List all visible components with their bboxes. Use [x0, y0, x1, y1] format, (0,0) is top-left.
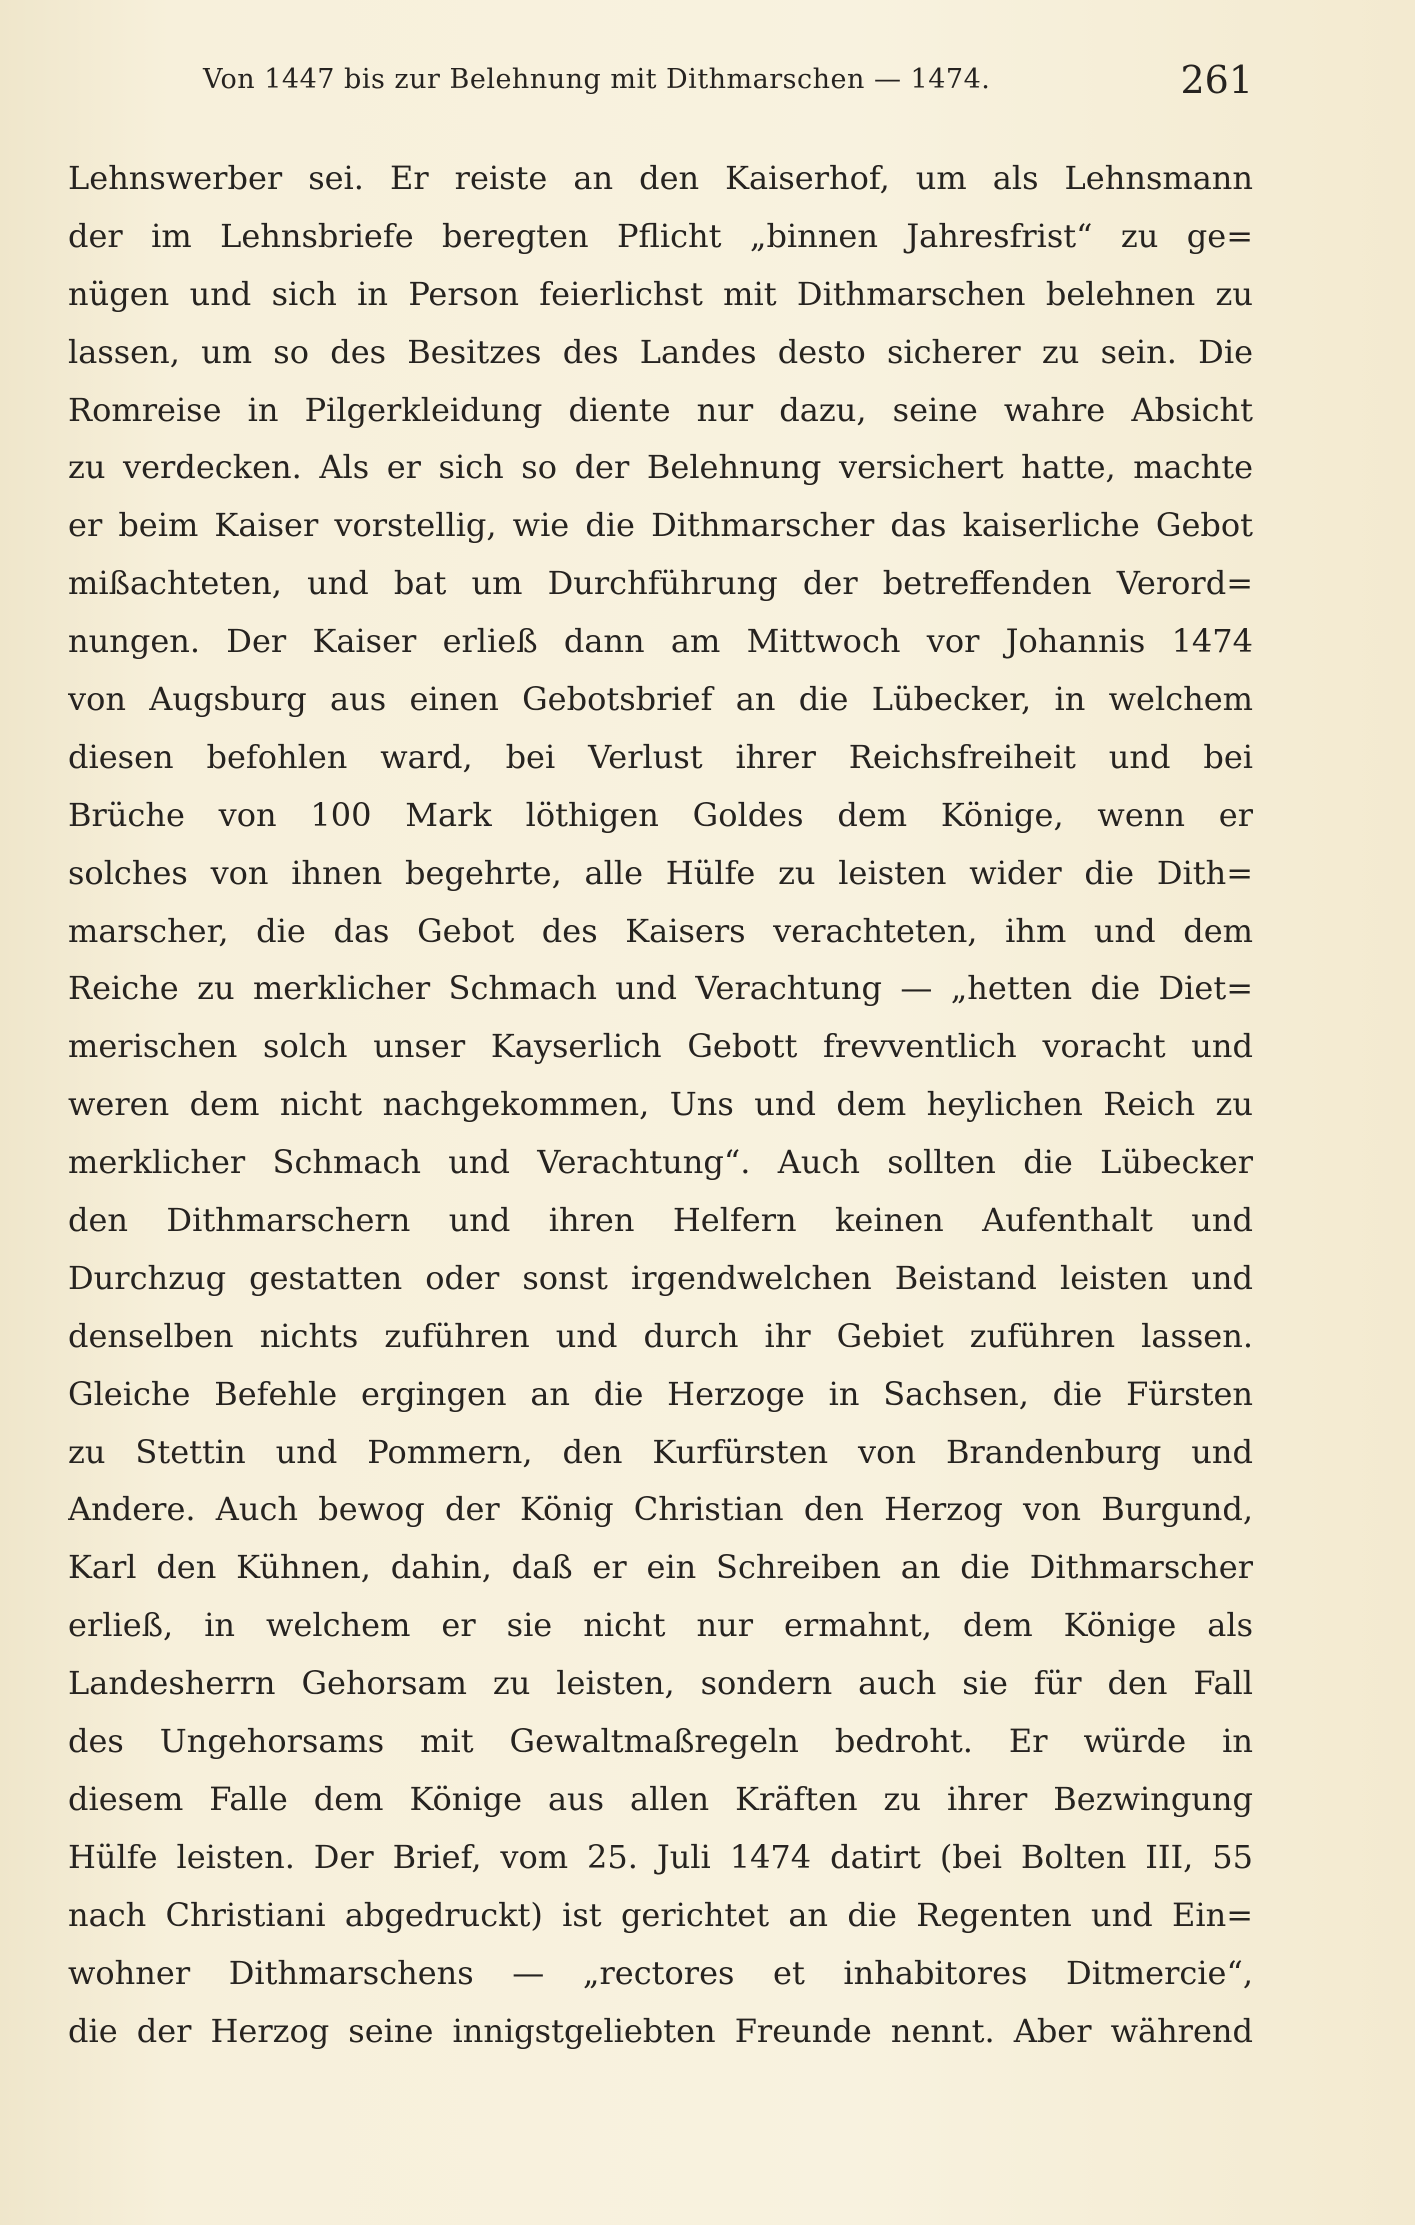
- text-line: von Augsburg aus einen Gebotsbrief an die Lübecker, in welchem: [68, 680, 1253, 719]
- text-line: merischen solch unser Kayserlich Gebott frevventlich voracht und: [68, 1027, 1253, 1066]
- text-line: merklicher Schmach und Verachtung“. Auch sollten die Lübecker: [68, 1143, 1253, 1182]
- text-line: marscher, die das Gebot des Kaisers verachteten, ihm und dem: [68, 911, 1253, 950]
- text-line: der im Lehnsbriefe beregten Pflicht „binnen Jahresfrist“ zu ge=: [68, 216, 1253, 255]
- text-line: Brüche von 100 Mark löthigen Goldes dem Könige, wenn er: [68, 795, 1253, 834]
- text-line: lassen, um so des Besitzes des Landes desto sicherer zu sein. Die: [68, 332, 1253, 371]
- text-line: Hülfe leisten. Der Brief, vom 25. Juli 1474 datirt (bei Bolten III, 55: [68, 1837, 1253, 1876]
- text-line: er beim Kaiser vorstellig, wie die Dithmarscher das kaiserliche Gebot: [68, 506, 1253, 545]
- text-line: wohner Dithmarschens — „rectores et inhabitores Ditmercie“,: [68, 1953, 1253, 1992]
- text-line: nungen. Der Kaiser erließ dann am Mittwoch vor Johannis 1474: [68, 622, 1253, 661]
- text-line: den Dithmarschern und ihren Helfern keinen Aufenthalt und: [68, 1201, 1253, 1240]
- text-line: Andere. Auch bewog der König Christian den Herzog von Burgund,: [68, 1490, 1253, 1529]
- text-line: Gleiche Befehle ergingen an die Herzoge in Sachsen, die Fürsten: [68, 1374, 1253, 1413]
- text-line: weren dem nicht nachgekommen, Uns und dem heylichen Reich zu: [68, 1085, 1253, 1124]
- text-line: zu Stettin und Pommern, den Kurfürsten von Brandenburg und: [68, 1432, 1253, 1471]
- text-line: Lehnswerber sei. Er reiste an den Kaiserhof, um als Lehnsmann: [68, 159, 1253, 197]
- body-text: [68, 150, 1253, 2060]
- text-line: Durchzug gestatten oder sonst irgendwelchen Beistand leisten und: [68, 1258, 1253, 1297]
- text-line: solches von ihnen begehrte, alle Hülfe zu leisten wider die Dith=: [68, 853, 1253, 892]
- text-line: denselben nichts zuführen und durch ihr Gebiet zuführen lassen.: [68, 1316, 1253, 1355]
- text-line: die der Herzog seine innigstgeliebten Freunde nennt. Aber während: [68, 2011, 1253, 2050]
- text-line: zu verdecken. Als er sich so der Belehnung versichert hatte, machte: [68, 448, 1253, 487]
- text-line: nügen und sich in Person feierlichst mit Dithmarschen belehnen zu: [68, 274, 1253, 313]
- text-line: des Ungehorsams mit Gewaltmaßregeln bedroht. Er würde in: [68, 1722, 1253, 1761]
- text-line: Reiche zu merklicher Schmach und Verachtung — „hetten die Diet=: [68, 969, 1253, 1008]
- page-number: 261: [1180, 58, 1253, 102]
- text-line: diesem Falle dem Könige aus allen Kräften zu ihrer Bezwingung: [68, 1779, 1253, 1818]
- running-title: Von 1447 bis zur Belehnung mit Dithmarschen — 1474.: [203, 64, 991, 95]
- text-line: diesen befohlen ward, bei Verlust ihrer Reichsfreiheit und bei: [68, 737, 1253, 776]
- page-header: [68, 58, 1253, 106]
- text-line: nach Christiani abgedruckt) ist gerichtet an die Regenten und Ein=: [68, 1895, 1253, 1934]
- text-line: Karl den Kühnen, dahin, daß er ein Schreiben an die Dithmarscher: [68, 1548, 1253, 1587]
- text-line: erließ, in welchem er sie nicht nur ermahnt, dem Könige als: [68, 1606, 1253, 1645]
- text-line: Landesherrn Gehorsam zu leisten, sondern auch sie für den Fall: [68, 1664, 1253, 1703]
- text-line: Romreise in Pilgerkleidung diente nur dazu, seine wahre Absicht: [68, 390, 1253, 429]
- text-line: mißachteten, und bat um Durchführung der betreffenden Verord=: [68, 564, 1253, 603]
